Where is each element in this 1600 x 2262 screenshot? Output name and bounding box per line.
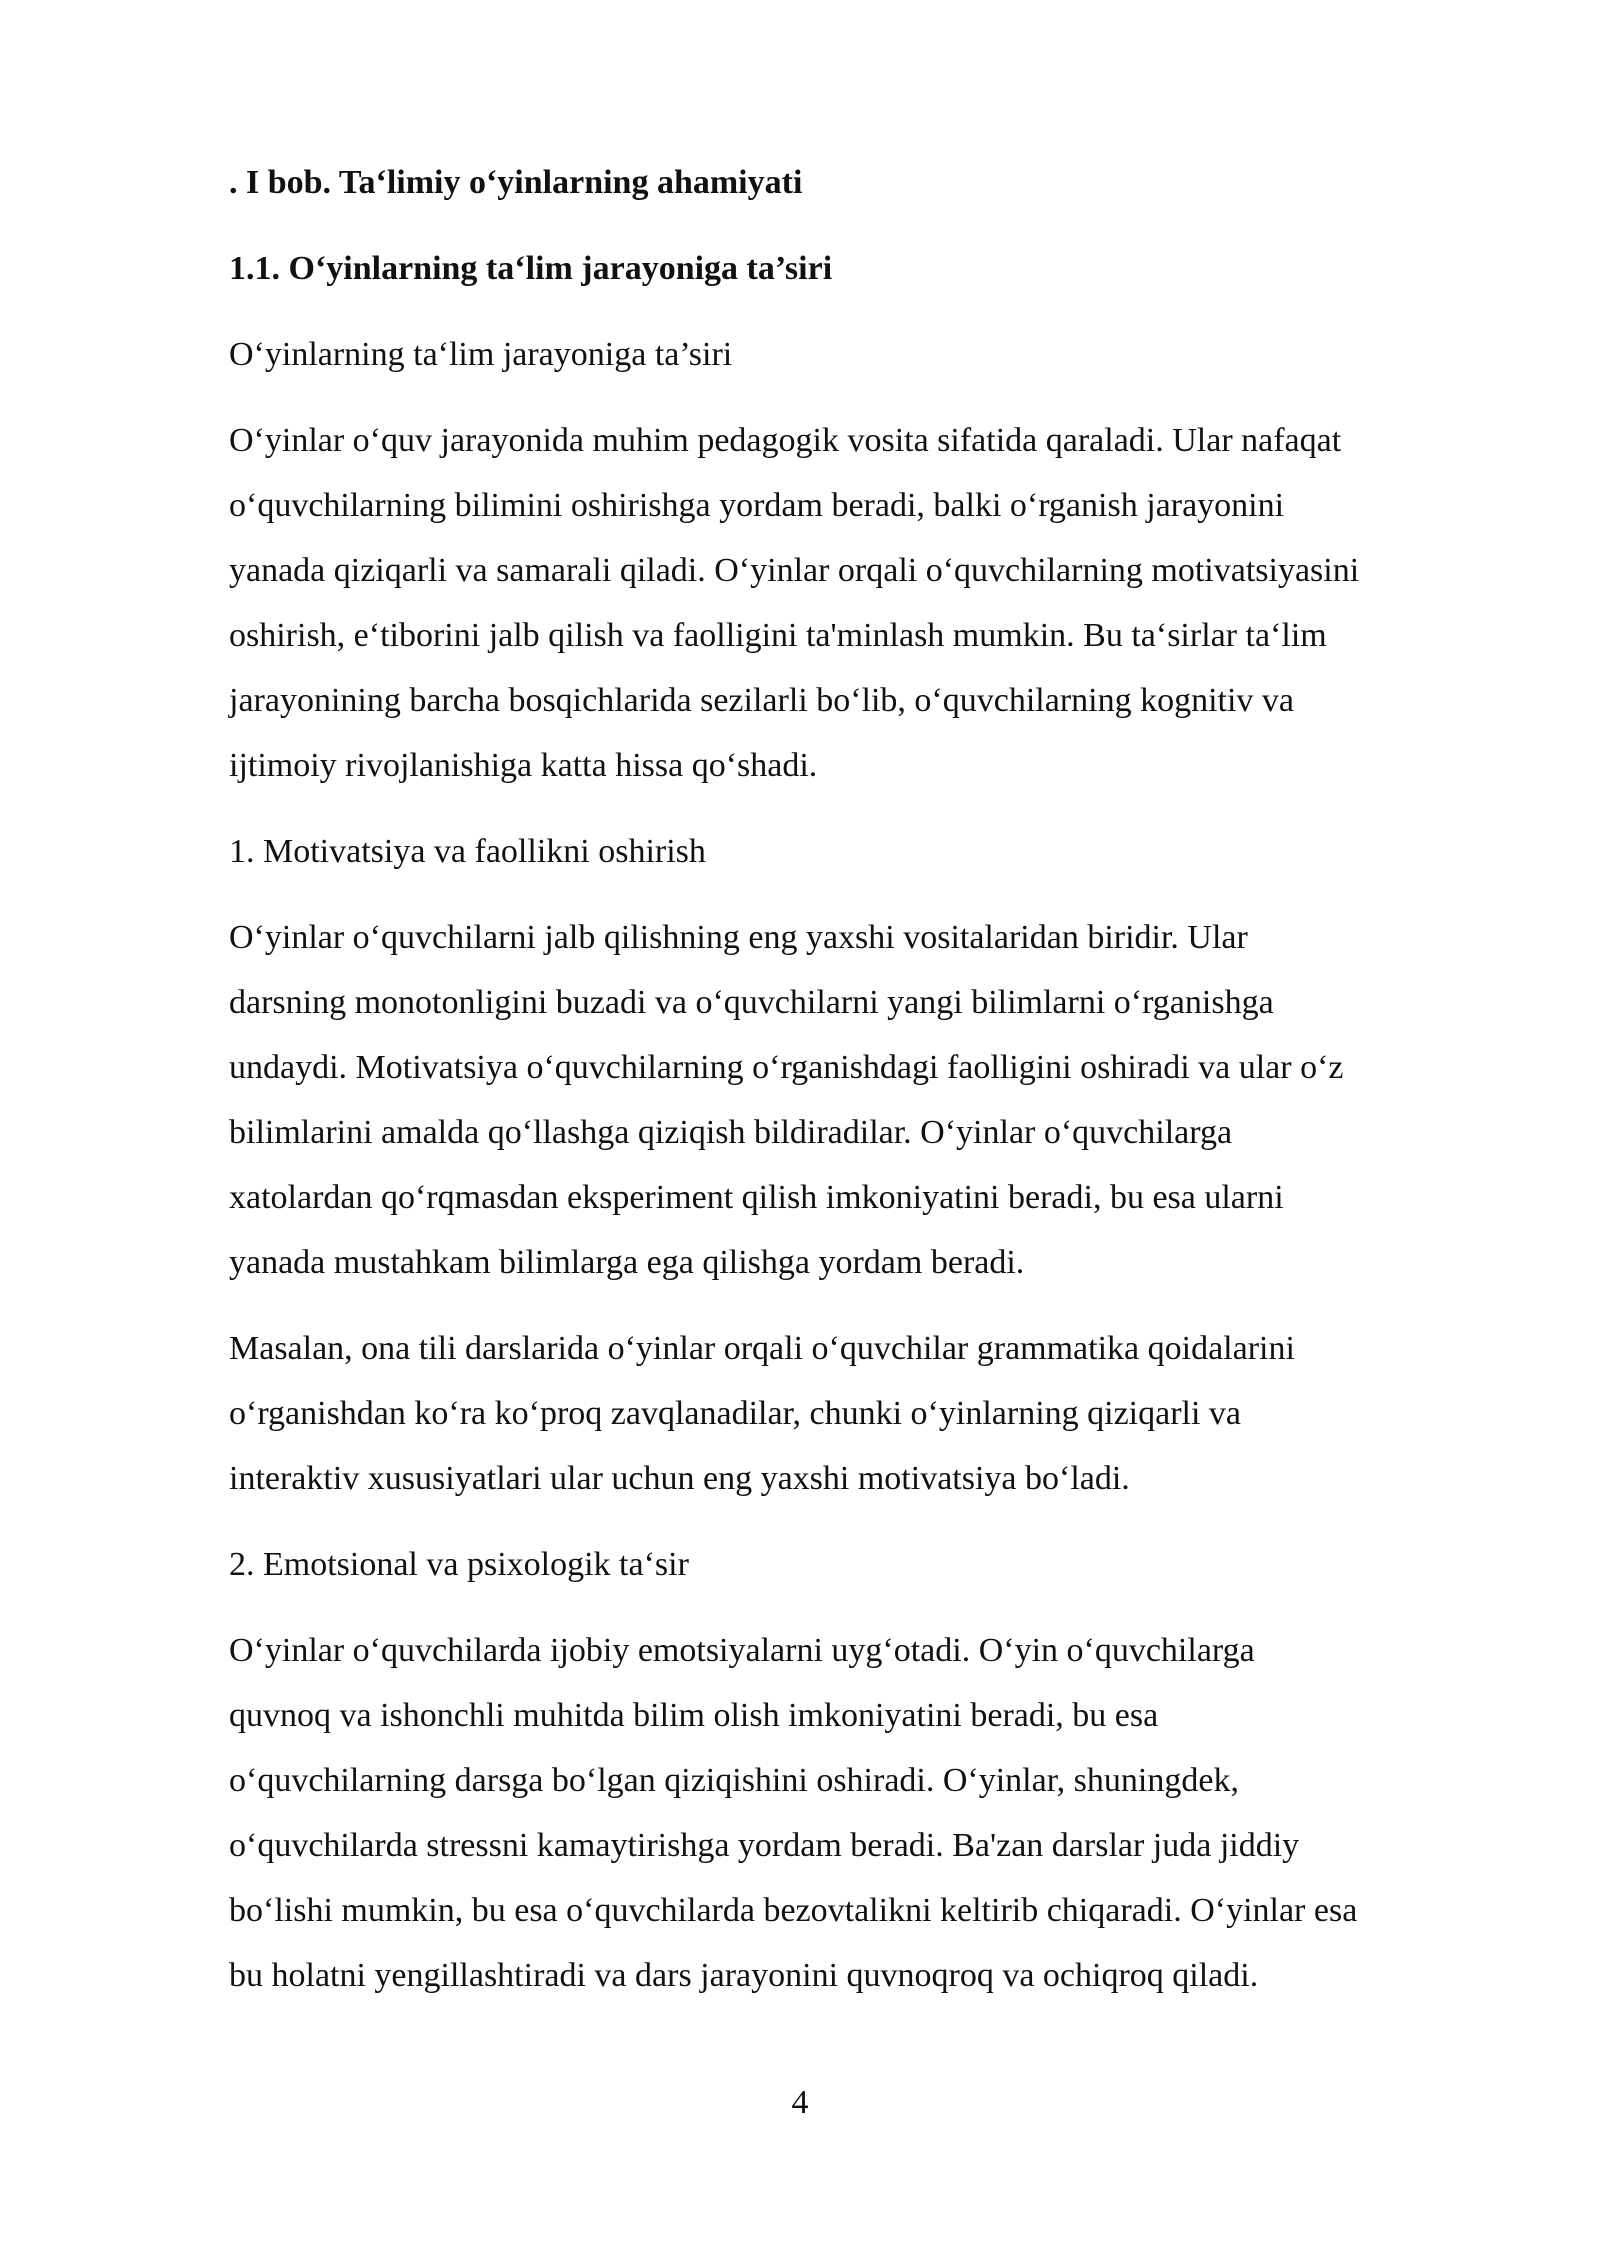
paragraph-line: bu holatni yengillashtiradi va dars jarayonini quvnoqroq va ochiqroq qiladi. bbox=[229, 1957, 1259, 1994]
page-content bbox=[229, 150, 1491, 2029]
subheading: O‘yinlarning ta‘lim jarayoniga ta’siri bbox=[229, 336, 733, 373]
point1-paragraph bbox=[229, 905, 1491, 1295]
paragraph-line: oshirish, e‘tiborini jalb qilish va faolligini ta'minlash mumkin. Bu ta‘sirlar ta‘lim bbox=[229, 617, 1327, 654]
paragraph-line: o‘quvchilarda stressni kamaytirishga yordam beradi. Ba'zan darslar juda jiddiy bbox=[229, 1827, 1300, 1864]
paragraph-line: interaktiv xususiyatlari ular uchun eng yaxshi motivatsiya bo‘ladi. bbox=[229, 1460, 1130, 1497]
page-number: 4 bbox=[791, 2084, 809, 2121]
paragraph-line: darsning monotonligini buzadi va o‘quvchilarni yangi bilimlarni o‘rganishga bbox=[229, 984, 1274, 1021]
paragraph-line: O‘yinlar o‘quvchilarda ijobiy emotsiyalarni uyg‘otadi. O‘yin o‘quvchilarga bbox=[229, 1632, 1255, 1669]
paragraph-line: o‘quvchilarning darsga bo‘lgan qiziqishini oshiradi. O‘yinlar, shuningdek, bbox=[229, 1762, 1239, 1799]
paragraph-line: bilimlarini amalda qo‘llashga qiziqish bildiradilar. O‘yinlar o‘quvchilarga bbox=[229, 1114, 1233, 1151]
paragraph-line: quvnoq va ishonchli muhitda bilim olish imkoniyatini beradi, bu esa bbox=[229, 1697, 1159, 1734]
example-paragraph bbox=[229, 1316, 1491, 1511]
paragraph-line: o‘quvchilarning bilimini oshirishga yordam beradi, balki o‘rganish jarayonini bbox=[229, 487, 1285, 524]
paragraph-line: yanada mustahkam bilimlarga ega qilishga yordam beradi. bbox=[229, 1244, 1025, 1281]
subheading-block bbox=[229, 322, 1491, 387]
section-title: 1.1. O‘yinlarning ta‘lim jarayoniga ta’siri bbox=[229, 250, 833, 287]
paragraph-line: bo‘lishi mumkin, bu esa o‘quvchilarda bezovtalikni keltirib chiqaradi. O‘yinlar esa bbox=[229, 1892, 1358, 1929]
paragraph-line: Masalan, ona tili darslarida o‘yinlar orqali o‘quvchilar grammatika qoidalarini bbox=[229, 1330, 1295, 1367]
point1-heading: 1. Motivatsiya va faollikni oshirish bbox=[229, 833, 706, 870]
paragraph-line: xatolardan qo‘rqmasdan eksperiment qilish imkoniyatini beradi, bu esa ularni bbox=[229, 1179, 1284, 1216]
paragraph-line: yanada qiziqarli va samarali qiladi. O‘yinlar orqali o‘quvchilarning motivatsiyasini bbox=[229, 552, 1360, 589]
paragraph-line: ijtimoiy rivojlanishiga katta hissa qo‘shadi. bbox=[229, 747, 818, 784]
intro-paragraph bbox=[229, 408, 1491, 798]
point2-paragraph bbox=[229, 1618, 1491, 2008]
paragraph-line: O‘yinlar o‘quvchilarni jalb qilishning eng yaxshi vositalaridan biridir. Ular bbox=[229, 919, 1248, 956]
point2-heading-block bbox=[229, 1532, 1491, 1597]
point1-heading-block bbox=[229, 819, 1491, 884]
paragraph-line: o‘rganishdan ko‘ra ko‘proq zavqlanadilar, chunki o‘yinlarning qiziqarli va bbox=[229, 1395, 1242, 1432]
paragraph-line: O‘yinlar o‘quv jarayonida muhim pedagogik vosita sifatida qaraladi. Ular nafaqat bbox=[229, 422, 1342, 459]
point2-heading: 2. Emotsional va psixologik ta‘sir bbox=[229, 1546, 689, 1583]
paragraph-line: undaydi. Motivatsiya o‘quvchilarning o‘rganishdagi faolligini oshiradi va ular o‘z bbox=[229, 1049, 1344, 1086]
paragraph-line: jarayonining barcha bosqichlarida sezilarli bo‘lib, o‘quvchilarning kognitiv va bbox=[229, 682, 1295, 719]
chapter-title: . I bob. Ta‘limiy o‘yinlarning ahamiyati bbox=[229, 164, 803, 201]
